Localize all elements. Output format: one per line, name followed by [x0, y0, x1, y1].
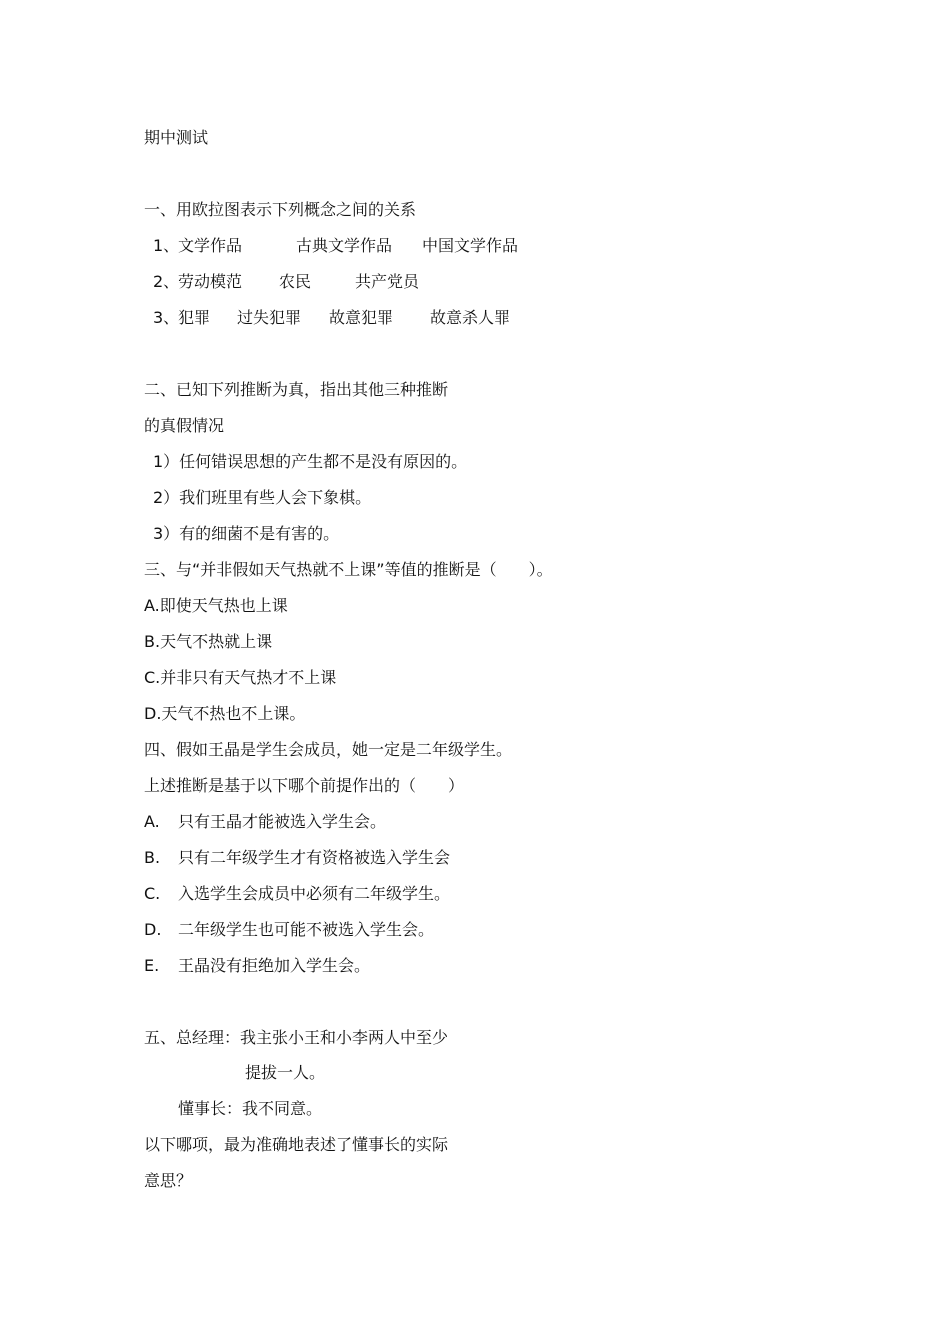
question-5-prompt: 以下哪项，最为准确地表述了懂事长的实际: [144, 1135, 449, 1154]
q1-term: 故意犯罪: [329, 308, 394, 327]
q1-term: 过失犯罪: [237, 308, 302, 327]
option-text: 只有二年级学生才有资格被选入学生会: [178, 848, 451, 867]
q2-statement: 1）任何错误思想的产生都不是没有原因的。: [153, 452, 468, 471]
q3-option-c: C.并非只有天气热才不上课: [144, 668, 337, 687]
q1-item-number: 3、: [153, 308, 180, 327]
question-5-prompt-cont: 意思？: [144, 1171, 193, 1190]
q1-term: 劳动模范: [178, 272, 243, 291]
question-4-heading: 四、假如王晶是学生会成员，她一定是二年级学生。: [144, 740, 513, 759]
option-text: 王晶没有拒绝加入学生会。: [178, 956, 371, 975]
question-2-heading: 二、已知下列推断为真，指出其他三种推断: [144, 380, 449, 399]
q1-term: 犯罪: [178, 308, 211, 327]
option-letter: A.: [144, 812, 160, 831]
option-text: 二年级学生也可能不被选入学生会。: [178, 920, 435, 939]
option-letter: E.: [144, 956, 160, 975]
option-letter: C.: [144, 884, 161, 903]
page-title: 期中测试: [144, 128, 209, 147]
question-4-prompt: 上述推断是基于以下哪个前提作出的（ ）: [144, 776, 465, 795]
q2-statement: 3）有的细菌不是有害的。: [153, 524, 340, 543]
q3-option-d: D.天气不热也不上课。: [144, 704, 306, 723]
option-letter: B.: [144, 848, 161, 867]
q1-term: 共产党员: [355, 272, 420, 291]
option-text: 只有王晶才能被选入学生会。: [178, 812, 387, 831]
question-5-reply: 懂事长：我不同意。: [178, 1099, 323, 1118]
q1-term: 文学作品: [178, 236, 243, 255]
q1-item-number: 2、: [153, 272, 180, 291]
option-text: 入选学生会成员中必须有二年级学生。: [178, 884, 451, 903]
q1-term: 故意杀人罪: [430, 308, 511, 327]
question-1-heading: 一、用欧拉图表示下列概念之间的关系: [144, 200, 417, 219]
q1-term: 中国文学作品: [422, 236, 519, 255]
q1-item-number: 1、: [153, 236, 180, 255]
question-5-heading: 五、总经理：我主张小王和小李两人中至少: [144, 1028, 449, 1047]
q1-term: 农民: [279, 272, 312, 291]
question-5-heading-cont: 提拔一人。: [245, 1063, 326, 1082]
question-3-heading: 三、与“并非假如天气热就不上课”等值的推断是（ ）。: [144, 560, 553, 579]
q1-term: 古典文学作品: [296, 236, 393, 255]
question-2-heading-cont: 的真假情况: [144, 416, 225, 435]
q3-option-a: A.即使天气热也上课: [144, 596, 288, 615]
option-letter: D.: [144, 920, 162, 939]
q2-statement: 2）我们班里有些人会下象棋。: [153, 488, 372, 507]
q3-option-b: B.天气不热就上课: [144, 632, 273, 651]
